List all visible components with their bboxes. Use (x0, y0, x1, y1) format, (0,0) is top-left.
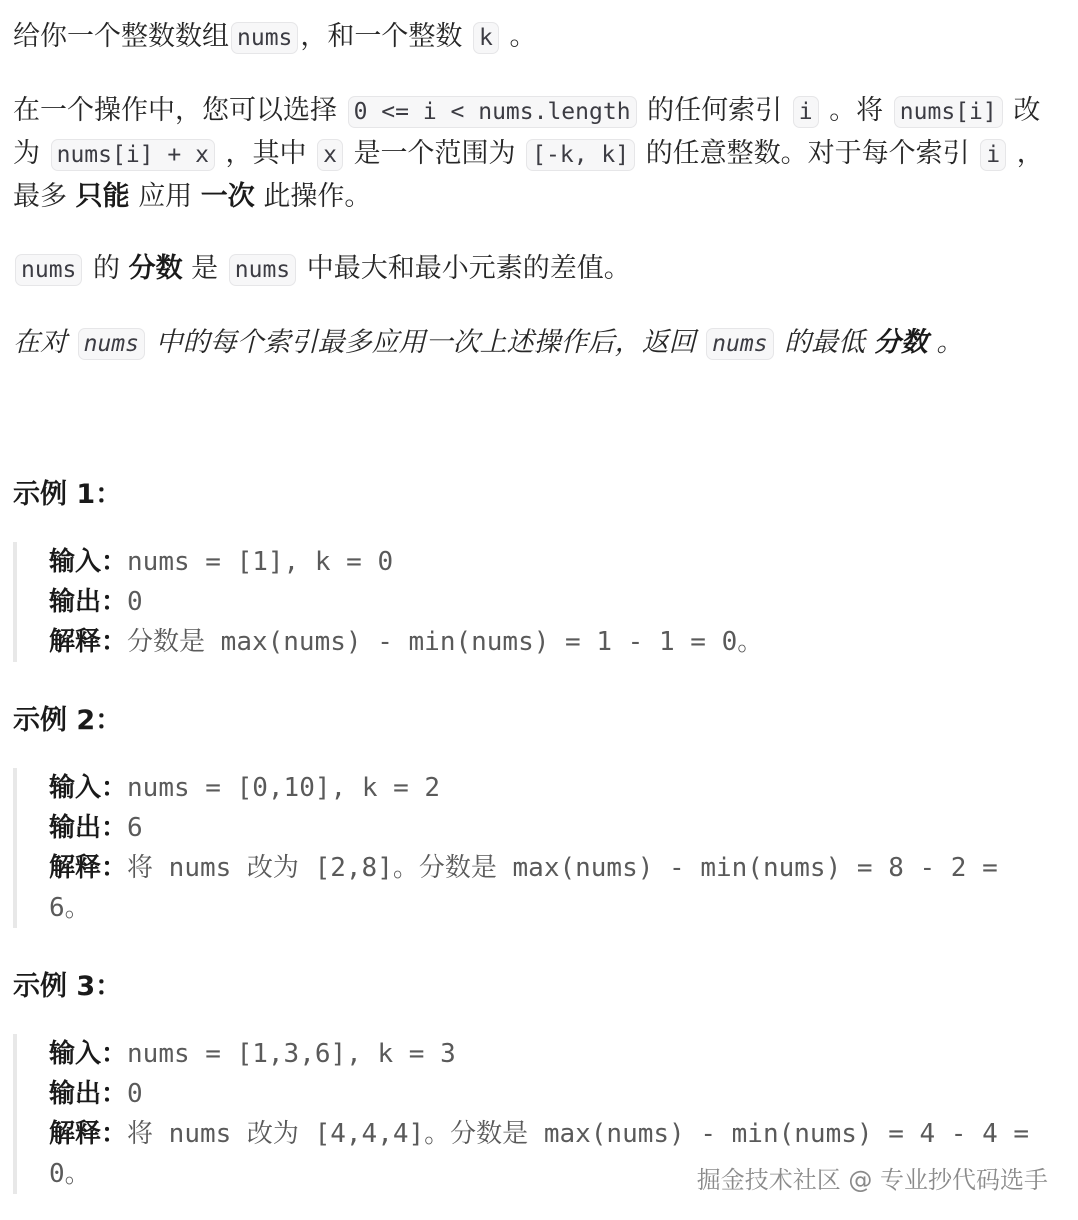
text: 的最低 (784, 327, 866, 358)
paragraph-score (13, 248, 631, 291)
paragraph-intro (13, 16, 536, 59)
bold-text: 分数 (128, 253, 183, 284)
input-label: 输入： (49, 773, 128, 803)
output-label: 输出： (49, 1079, 128, 1109)
example-explanation: 将 nums 改为 [2,8]。分数是 max(nums) - min(nums) = 8 - 2 = 6。 (49, 853, 998, 923)
example-explanation-line (49, 622, 1049, 662)
example-input-line (49, 768, 1049, 808)
text: 。 (509, 21, 537, 52)
input-label: 输入： (49, 547, 128, 577)
example-input: nums = [1], k = 0 (127, 547, 394, 577)
text: 中的每个索引最多应用一次上述操作后，返回 (155, 327, 696, 358)
inline-code: nums (229, 254, 296, 286)
output-label: 输出： (49, 587, 128, 617)
example-output-line (49, 1074, 1049, 1114)
example-output: 0 (127, 587, 143, 617)
inline-code: i (793, 96, 819, 128)
inline-code: [-k, k] (526, 139, 635, 171)
inline-code: nums (231, 22, 298, 54)
inline-code: nums[i] + x (51, 139, 215, 171)
text: 此操作。 (263, 181, 372, 212)
bold-text: 只能 (75, 181, 130, 212)
text: 中最大和最小元素的差值。 (306, 253, 631, 284)
inline-code: i (980, 139, 1006, 171)
text: 应用 (138, 181, 193, 212)
example-output: 6 (127, 813, 143, 843)
output-label: 输出： (49, 813, 128, 843)
paragraph-task (13, 322, 963, 365)
text: ，和一个整数 (300, 21, 463, 52)
inline-code: nums (78, 328, 145, 360)
example-input-line (49, 542, 1049, 582)
inline-code: nums (15, 254, 82, 286)
text: ，其中 (225, 138, 307, 169)
bold-text: 分数 (873, 327, 928, 358)
example-3-title: 示例 3： (13, 971, 123, 1002)
text: 。将 (829, 95, 884, 126)
text: 改为 (13, 95, 1041, 169)
example-input-line (49, 1034, 1049, 1074)
example-explanation: 将 nums 改为 [4,4,4]。分数是 max(nums) - min(nums) = 4 - 4 = 0。 (49, 1119, 1030, 1189)
text: 是一个范围为 (353, 138, 516, 169)
explanation-label: 解释： (49, 853, 128, 883)
text: 是 (191, 253, 219, 284)
text: 在对 (13, 327, 67, 358)
input-label: 输入： (49, 1039, 128, 1069)
example-1-title: 示例 1： (13, 479, 123, 510)
explanation-label: 解释： (49, 1119, 128, 1149)
text: 在一个操作中，您可以选择 (13, 95, 337, 126)
text: 的任意整数。对于每个索引 (645, 138, 970, 169)
example-explanation-line (49, 848, 1049, 928)
text: 给你一个整数数组 (13, 21, 229, 52)
example-2-title: 示例 2： (13, 705, 123, 736)
paragraph-operation (13, 90, 1063, 218)
watermark: 掘金技术社区 @ 专业抄代码选手 (696, 1166, 1048, 1194)
example-1-block (13, 542, 1049, 662)
example-output: 0 (127, 1079, 143, 1109)
inline-code: nums (706, 328, 773, 360)
text: 。 (936, 327, 964, 358)
example-input: nums = [0,10], k = 2 (127, 773, 441, 803)
example-explanation: 分数是 max(nums) - min(nums) = 1 - 1 = 0。 (127, 627, 764, 657)
inline-code: x (317, 139, 343, 171)
text: 的任何索引 (647, 95, 783, 126)
inline-code: k (473, 22, 499, 54)
explanation-label: 解释： (49, 627, 128, 657)
inline-code: 0 <= i < nums.length (348, 96, 637, 128)
example-output-line (49, 808, 1049, 848)
example-2-block (13, 768, 1049, 928)
inline-code: nums[i] (894, 96, 1003, 128)
example-output-line (49, 582, 1049, 622)
bold-text: 一次 (200, 181, 255, 212)
example-input: nums = [1,3,6], k = 3 (127, 1039, 456, 1069)
text: 的 (92, 253, 120, 284)
text: ，最多 (13, 138, 1044, 212)
